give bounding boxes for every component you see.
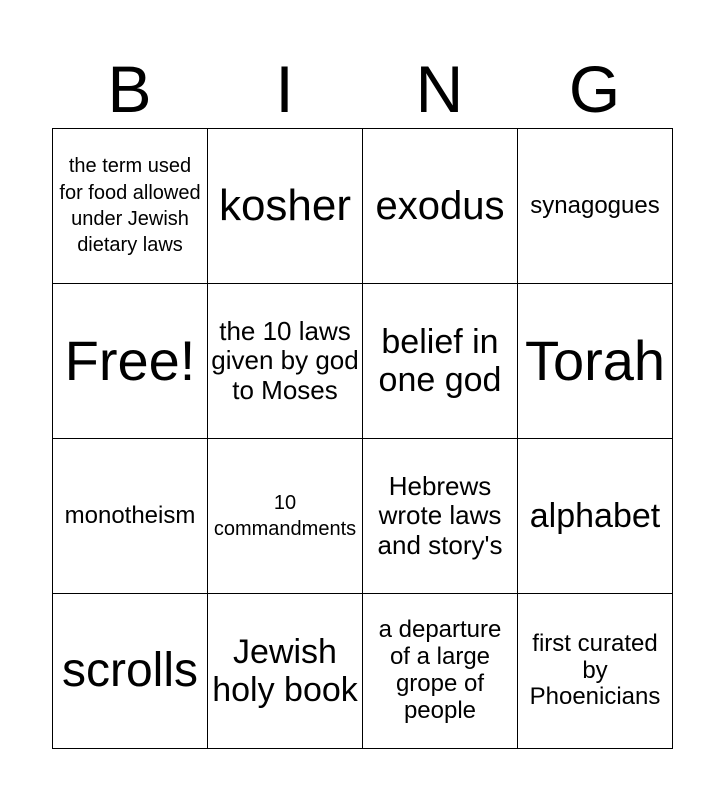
bingo-cell: synagogues — [518, 129, 673, 284]
bingo-cell: belief in one god — [363, 284, 518, 439]
bingo-cell: Jewish holy book — [208, 594, 363, 749]
board-row — [53, 284, 673, 439]
bingo-cell: Torah — [518, 284, 673, 439]
bingo-cell: kosher — [208, 129, 363, 284]
header-letter-i: I — [275, 52, 294, 126]
bingo-cell: monotheism — [53, 439, 208, 594]
bingo-header — [52, 50, 672, 128]
header-letter-g: G — [568, 52, 621, 126]
bingo-cell: 10 commandments — [208, 439, 363, 594]
bingo-cell: alphabet — [518, 439, 673, 594]
bingo-cell: the 10 laws given by god to Moses — [208, 284, 363, 439]
board-row — [53, 129, 673, 284]
bingo-cell: exodus — [363, 129, 518, 284]
bingo-cell: Hebrews wrote laws and story's — [363, 439, 518, 594]
board-row — [53, 594, 673, 749]
bingo-board — [52, 128, 673, 749]
free-space-cell: Free! — [53, 284, 208, 439]
header-letter-n: N — [415, 52, 464, 126]
bingo-cell: the term used for food allowed under Jewish dietary laws — [53, 129, 208, 284]
header-letter-b: B — [107, 52, 152, 126]
bingo-cell: a departure of a large grope of people — [363, 594, 518, 749]
bingo-cell: scrolls — [53, 594, 208, 749]
bingo-cell: first curated by Phoenicians — [518, 594, 673, 749]
board-row — [53, 439, 673, 594]
